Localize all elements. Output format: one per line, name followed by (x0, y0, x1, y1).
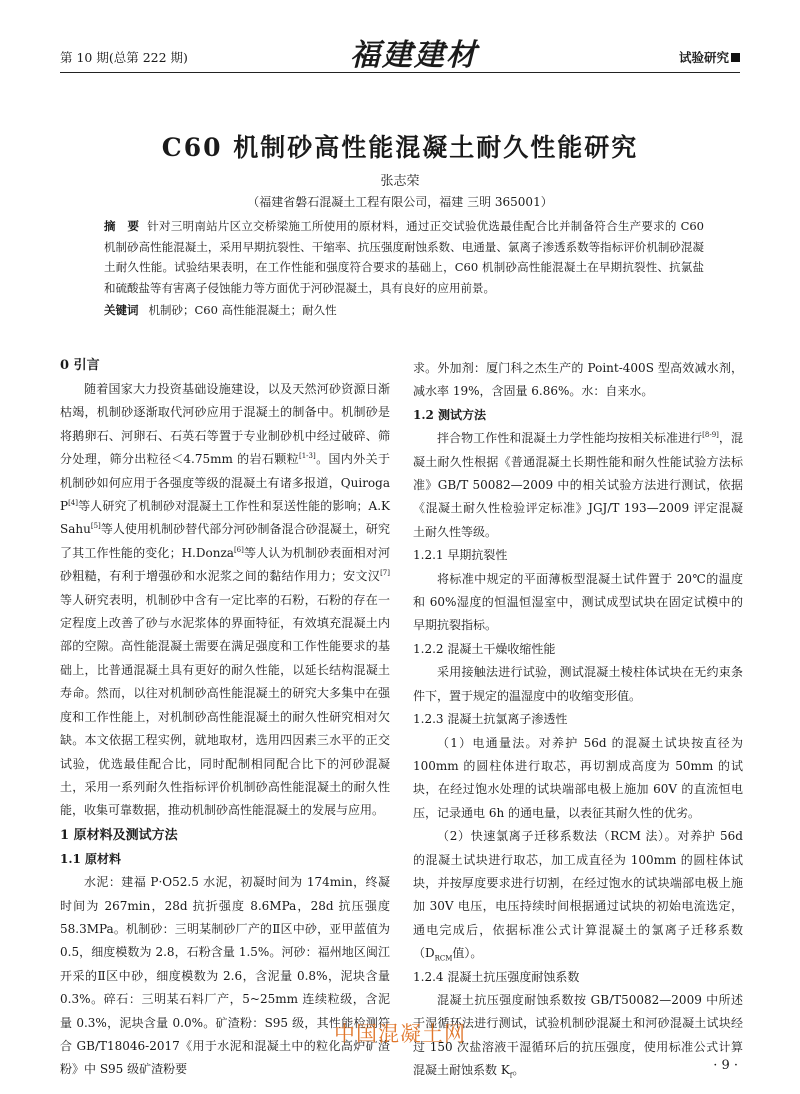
paper-title: C60 机制砂高性能混凝土耐久性能研究 (161, 133, 639, 162)
citation: [4] (68, 499, 78, 508)
early-cracking-paragraph: 将标准中规定的平面薄板型混凝土试件置于 20℃的温度和 60%湿度的恒温恒湿室中，测试成型试块在固定试模中的早期抗裂指标。 (413, 571, 743, 633)
rcm-paragraph (413, 825, 743, 965)
intro-text-b: 。国内外关于机制砂如何应用于各强度等级的混凝土有诸多报道，Quiroga P (60, 452, 390, 514)
header-rule (60, 72, 740, 73)
intro-text-a: 随着国家大力投资基础设施建设，以及天然河砂资源日渐枯竭，机制砂逐渐取代河砂应用于混凝土的制备中。机制砂是将鹅卵石、河卵石、石英石等置于专业制砂机中经过破碎、筛分处理，筛分出粒径＜4.75mm 的岩石颗粒 (60, 382, 390, 467)
citation: [1-3] (298, 452, 316, 461)
citation: [5] (90, 522, 101, 531)
abstract-text: 针对三明南站片区立交桥梁施工所使用的原材料，通过正交试验优选最佳配合比并制备符合生产要求的 C60 机制砂高性能混凝土，采用早期抗裂性、干缩率、抗压强度耐蚀系数、电通量、氯离子渗透系数等指标评价机制砂混凝土耐久性能。试验结果表明，在工作性能和强度符合要求的基础上，C60 机制砂高性能混凝土在早期抗裂性、抗氯盐和硫酸盐等有害离子侵蚀能力等方面优于河砂混凝土，具有良好的应用前景。 (104, 219, 704, 295)
rcm-text-b: 值）。 (452, 946, 483, 961)
right-column (413, 357, 743, 1083)
materials-paragraph: 水泥：建福 P·O52.5 水泥，初凝时间为 174min，终凝时间为 267min，28d 抗折强度 8.6MPa，28d 抗压强度 58.3MPa。机制砂：三明某制砂厂产的Ⅱ区中砂，亚甲蓝值为 0.5，细度模数为 2.8，石粉含量 1.5%。河砂：福州地区闽江开采的Ⅱ区中砂，细度模数为 2.6，含泥量 0.8%，泥块含量 0.3%。碎石：三明某石料厂产，5~25mm 连续粒级，含泥量 0.3%，泥块含量 0.0%。矿渣粉：S95 级，其性能检测符合 GB/T18046-2017《用于水泥和混凝土中的粒化高炉矿渣粉》中 S95 级矿渣粉要 (60, 875, 390, 1077)
affiliation: （福建省磐石混凝土工程有限公司，福建 三明 365001） (247, 195, 553, 209)
citation: [7] (380, 569, 390, 578)
heading-test-methods: 1.2 测试方法 (413, 407, 487, 422)
keywords (104, 300, 704, 320)
heading-materials-methods: 1 原材料及测试方法 (60, 827, 178, 843)
abstract (104, 216, 704, 298)
rcm-text-a: （2）快速氯离子迁移系数法（RCM 法）。对养护 56d 的混凝土试块进行取芯，加工成直径为 100mm 的圆柱体试块，并按厚度要求进行切割，在经过饱水的试块端部电极上施加 30V 电压，电压持续时间根据通过试块的初始电流选定，通电完成后，依据标准公式计算混凝土的氯离子迁移系数（D (413, 829, 743, 961)
heading-corrosion-coefficient: 1.2.4 混凝土抗压强度耐蚀系数 (413, 969, 580, 984)
kf-subscript: f (509, 1071, 513, 1080)
materials-continued: 求。外加剂：厦门科之杰生产的 Point-400S 型高效减水剂，减水率 19%，含固量 6.86%。水：自来水。 (413, 361, 743, 399)
test-text-b: ，混凝土耐久性根据《普通混凝土长期性能和耐久性能试验方法标准》GB/T 50082—2009 中的相关试验方法进行测试，依据《混凝土耐久性检验评定标准》JGJ/T 193—2009 评定混凝土耐久性等级。 (413, 431, 743, 539)
keywords-text: 机制砂；C60 高性能混凝土；耐久性 (148, 303, 337, 317)
issue-number: 第 10 期(总第 222 期) (60, 50, 188, 65)
site-watermark: 中国混凝土网 (334, 1022, 466, 1046)
heading-chloride-penetration: 1.2.3 混凝土抗氯离子渗透性 (413, 712, 568, 727)
heading-drying-shrinkage: 1.2.2 混凝土干燥收缩性能 (413, 641, 556, 656)
intro-text-c: 等人研究了机制砂对混凝土工作性和泵送性能的影响；A.K Sahu (60, 499, 390, 537)
corrosion-text-b: 。 (512, 1063, 525, 1078)
heading-raw-materials: 1.1 原材料 (60, 851, 122, 866)
test-methods-paragraph (413, 427, 743, 544)
citation: [6] (233, 545, 244, 554)
journal-logo: 福建建材 (350, 38, 478, 73)
drying-shrinkage-paragraph: 采用接触法进行试验，测试混凝土棱柱体试块在无约束条件下，置于规定的温湿度中的收缩变形值。 (413, 665, 743, 703)
keywords-label: 关键词 (104, 303, 139, 317)
rcm-subscript: RCM (434, 954, 453, 963)
intro-text-e: 等人认为机制砂表面相对河砂粗糙，有利于增强砂和水泥浆之间的黏结作用力；安文汉 (60, 545, 390, 584)
citation: [8-9] (702, 431, 719, 440)
intro-text-d: 等人使用机制砂替代部分河砂制备混合砂混凝土，研究了其工作性能的变化；H.Donza (60, 522, 390, 560)
section-tag: 试验研究 (679, 48, 740, 66)
test-text-a: 拌合物工作性和混凝土力学性能均按相关标准进行 (437, 431, 703, 446)
author: 张志荣 (380, 174, 420, 189)
page-number: · 9 · (713, 1058, 738, 1073)
left-column (60, 353, 390, 1082)
heading-introduction: 0 引言 (60, 358, 100, 373)
electric-flux-paragraph: （1）电通量法。对养护 56d 的混凝土试块按直径为 100mm 的圆柱体进行取芯，再切割成高度为 50mm 的试块，在经过饱水处理的试块端部电极上施加 60V 的直流恒电压，记录通电 6h 的通电量，以表征其耐久性的优劣。 (413, 735, 743, 820)
intro-text-f: 等人研究表明，机制砂中含有一定比率的石粉，石粉的存在一定程度上改善了砂与水泥浆体的界面特征，有效填充混凝土内部的空隙。高性能混凝土需要在满足强度和工作性能要求的基础上，比普通混凝土具有更好的耐久性能，以延长结构混凝土寿命。然而，以往对机制砂高性能混凝土的研究大多集中在强度和工作性能上，对机制砂高性能混凝土的耐久性研究相对欠缺。本文依据工程实例，就地取材，选用四因素三水平的正交试验，优选最佳配合比，同时配制相同配合比下的河砂混凝土，采用一系列耐久性指标评价机制砂高性能混凝土的耐久性能，收集可靠数据，推动机制砂高性能混凝土的发展与应用。 (60, 592, 390, 818)
abstract-label: 摘 要 (104, 219, 140, 233)
corrosion-text-a: 混凝土抗压强度耐蚀系数按 GB/T50082—2009 中所述干湿循环法进行测试，试验机制砂混凝土和河砂混凝土试块经过 150 次盐溶液干湿循环后的抗压强度，使用标准公式计算混凝土耐蚀系数 K (413, 992, 743, 1078)
page-header (60, 26, 740, 73)
intro-paragraph (60, 378, 390, 823)
heading-early-cracking: 1.2.1 早期抗裂性 (413, 548, 508, 563)
